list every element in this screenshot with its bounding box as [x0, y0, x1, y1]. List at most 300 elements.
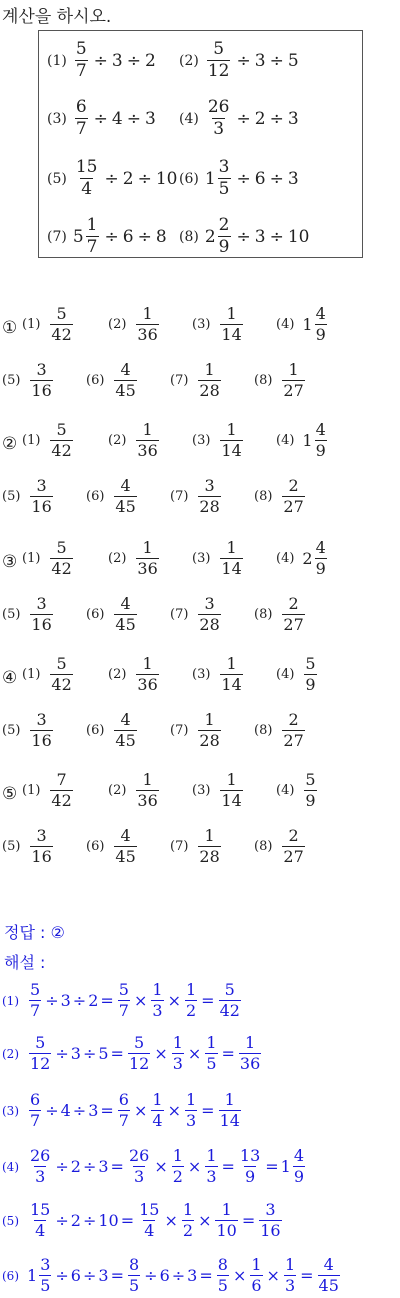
numerator: 5 — [75, 39, 87, 59]
operator: ÷ — [236, 108, 251, 129]
fraction — [172, 1148, 184, 1185]
fraction — [75, 41, 88, 80]
numerator: 4 — [120, 710, 131, 729]
item-number: (4) — [276, 551, 295, 566]
choice-item — [22, 306, 75, 343]
numerator: 5 — [30, 980, 41, 999]
operator: ÷ — [82, 1157, 97, 1176]
fraction — [185, 1092, 197, 1129]
numerator: 1 — [288, 360, 299, 379]
fraction — [151, 1092, 163, 1129]
choice-item — [108, 422, 161, 459]
choice-mark: ① — [2, 318, 18, 338]
fraction — [304, 772, 316, 809]
operator: ÷ — [55, 1266, 69, 1285]
denominator: 28 — [199, 847, 220, 866]
numerator: 1 — [226, 654, 237, 673]
denominator: 9 — [305, 791, 316, 810]
denominator: 28 — [199, 731, 220, 750]
fraction — [239, 1148, 261, 1185]
whole-number: 3 — [60, 991, 71, 1010]
solution-line — [2, 1092, 243, 1129]
item-number: (3) — [192, 317, 211, 332]
operator: × — [167, 991, 181, 1010]
choice-item — [108, 772, 161, 809]
item-number: (7) — [170, 839, 189, 854]
fraction — [259, 1202, 281, 1239]
numerator: 2 — [288, 826, 299, 845]
operator: ÷ — [236, 168, 251, 189]
operator: ÷ — [269, 226, 284, 247]
item-number: (2) — [108, 317, 127, 332]
operator: ÷ — [55, 1044, 69, 1063]
whole-number: 1 — [204, 168, 216, 189]
fraction — [218, 217, 231, 256]
whole-number: 3 — [111, 50, 123, 71]
denominator: 6 — [251, 1276, 262, 1295]
choice-item — [192, 422, 245, 459]
fraction — [220, 422, 242, 459]
numerator: 5 — [118, 980, 129, 999]
whole-number: 4 — [60, 1101, 71, 1120]
operator: × — [187, 1157, 202, 1176]
solution-number: (1) — [2, 993, 19, 1008]
item-number: (3) — [192, 667, 211, 682]
choice-item — [254, 712, 307, 749]
choice-item — [86, 828, 139, 865]
problem-8 — [179, 217, 309, 256]
numerator: 1 — [172, 1033, 183, 1052]
operator: ÷ — [72, 1101, 87, 1120]
choice-item — [86, 362, 139, 399]
fraction — [30, 828, 52, 865]
fraction — [198, 478, 220, 515]
denominator: 5 — [40, 1276, 51, 1295]
operator: = — [201, 991, 215, 1010]
item-number: (2) — [108, 667, 127, 682]
fraction — [172, 1035, 184, 1072]
denominator: 42 — [51, 675, 72, 694]
choice-mark: ⑤ — [2, 784, 18, 804]
choice-item — [192, 656, 245, 693]
numerator: 2 — [288, 594, 299, 613]
denominator: 14 — [219, 1111, 240, 1130]
fraction — [284, 1257, 296, 1294]
denominator: 14 — [221, 791, 242, 810]
choice-item — [192, 540, 245, 577]
choice-mark: ③ — [2, 552, 18, 572]
item-number: (7) — [170, 373, 189, 388]
operator: = — [300, 1266, 314, 1285]
fraction — [198, 712, 220, 749]
numerator: 4 — [120, 826, 131, 845]
fraction — [205, 1035, 217, 1072]
item-number: (8) — [254, 839, 273, 854]
problem-number: (1) — [47, 52, 67, 69]
operator: × — [232, 1266, 247, 1285]
numerator: 1 — [142, 420, 153, 439]
whole-number: 3 — [98, 1266, 109, 1285]
choice-item — [170, 712, 223, 749]
numerator: 5 — [305, 654, 316, 673]
denominator: 9 — [293, 1167, 305, 1186]
denominator: 14 — [221, 441, 242, 460]
whole-number: 5 — [72, 226, 84, 247]
fraction — [128, 1257, 140, 1294]
operator: ÷ — [45, 1101, 59, 1120]
choice-item — [276, 540, 329, 577]
choice-item — [170, 362, 223, 399]
operator: ÷ — [236, 50, 251, 71]
item-number: (5) — [2, 489, 21, 504]
operator: ÷ — [126, 50, 141, 71]
denominator: 7 — [75, 119, 87, 139]
whole-number: 6 — [254, 168, 266, 189]
item-number: (3) — [192, 551, 211, 566]
denominator: 4 — [144, 1221, 155, 1240]
item-number: (1) — [22, 667, 41, 682]
item-number: (2) — [108, 783, 127, 798]
whole-number: 6 — [159, 1266, 170, 1285]
denominator: 3 — [152, 1001, 163, 1020]
operator: = — [221, 1044, 235, 1063]
item-number: (8) — [254, 489, 273, 504]
operator: = — [100, 991, 114, 1010]
numerator: 3 — [36, 710, 47, 729]
fraction — [30, 712, 52, 749]
item-number: (4) — [276, 783, 295, 798]
denominator: 28 — [199, 381, 220, 400]
choice-item — [108, 656, 161, 693]
fraction — [136, 772, 158, 809]
numerator: 1 — [172, 1146, 183, 1165]
fraction — [219, 1092, 241, 1129]
solution-number: (4) — [2, 1159, 19, 1174]
operator: ÷ — [82, 1211, 97, 1230]
fraction — [185, 982, 197, 1019]
numerator: 5 — [213, 39, 225, 59]
fraction — [151, 982, 163, 1019]
numerator: 1 — [185, 980, 197, 999]
whole-number: 5 — [98, 1044, 109, 1063]
denominator: 45 — [115, 615, 136, 634]
fraction — [118, 1092, 130, 1129]
choice-item — [276, 306, 329, 343]
denominator: 27 — [283, 381, 304, 400]
denominator: 45 — [115, 847, 136, 866]
whole-number: 3 — [254, 226, 266, 247]
fraction — [136, 306, 158, 343]
fraction — [207, 99, 231, 138]
choice-item — [276, 422, 329, 459]
fraction — [114, 828, 136, 865]
denominator: 45 — [115, 497, 136, 516]
whole-number: 3 — [88, 1101, 99, 1120]
whole-number: 5 — [287, 50, 299, 71]
numerator: 3 — [36, 594, 47, 613]
operator: = — [110, 1266, 124, 1285]
denominator: 16 — [31, 847, 52, 866]
fraction — [205, 1148, 217, 1185]
numerator: 1 — [224, 1090, 235, 1109]
whole-number: 4 — [111, 108, 123, 129]
fraction — [282, 596, 304, 633]
denominator: 42 — [51, 441, 72, 460]
fraction — [315, 422, 327, 459]
denominator: 27 — [283, 847, 304, 866]
operator: × — [187, 1044, 202, 1063]
whole-number: 2 — [302, 549, 313, 568]
operator: ÷ — [269, 50, 284, 71]
operator: ÷ — [82, 1044, 97, 1063]
operator: = — [199, 1266, 213, 1285]
numerator: 1 — [244, 1033, 256, 1052]
operator: ÷ — [55, 1157, 69, 1176]
numerator: 1 — [226, 304, 237, 323]
problem-number: (3) — [47, 110, 67, 127]
denominator: 5 — [217, 1276, 228, 1295]
choice-item — [86, 712, 139, 749]
problem-3 — [47, 99, 156, 138]
fraction — [114, 712, 136, 749]
solution-line — [2, 1148, 307, 1185]
fraction — [29, 1202, 51, 1239]
problem-2 — [179, 41, 299, 80]
numerator: 4 — [120, 476, 131, 495]
fraction — [215, 1202, 237, 1239]
numerator: 5 — [56, 420, 67, 439]
fraction — [30, 362, 52, 399]
item-number: (6) — [86, 839, 105, 854]
operator: × — [164, 1211, 178, 1230]
whole-number: 3 — [287, 108, 299, 129]
fraction — [304, 656, 316, 693]
fraction — [136, 540, 158, 577]
denominator: 12 — [207, 61, 230, 81]
operator: ÷ — [269, 108, 284, 129]
fraction — [128, 1035, 150, 1072]
explanation-label: 해설 : — [4, 953, 46, 972]
problem-number: (8) — [179, 228, 199, 245]
fraction — [114, 478, 136, 515]
numerator: 5 — [56, 304, 67, 323]
item-number: (8) — [254, 607, 273, 622]
denominator: 16 — [31, 615, 52, 634]
numerator: 1 — [204, 710, 215, 729]
fraction — [136, 656, 158, 693]
fraction — [50, 772, 72, 809]
operator: ÷ — [104, 168, 119, 189]
numerator: 4 — [120, 360, 131, 379]
fraction — [182, 1202, 194, 1239]
numerator: 1 — [204, 826, 215, 845]
choice-item — [254, 828, 307, 865]
item-number: (4) — [276, 317, 295, 332]
numerator: 1 — [152, 980, 163, 999]
choice-item — [2, 828, 55, 865]
numerator: 2 — [288, 476, 299, 495]
denominator: 9 — [315, 559, 326, 578]
choice-item — [276, 772, 319, 809]
denominator: 36 — [137, 559, 158, 578]
fraction — [86, 217, 99, 256]
operator: × — [154, 1157, 168, 1176]
operator: = — [265, 1157, 279, 1176]
numerator: 8 — [128, 1255, 140, 1274]
item-number: (2) — [108, 551, 127, 566]
problem-number: (4) — [179, 110, 199, 127]
numerator: 2 — [218, 215, 230, 235]
operator: ÷ — [126, 108, 141, 129]
fraction — [220, 306, 242, 343]
fraction — [239, 1035, 261, 1072]
fraction — [198, 596, 220, 633]
problem-number: (2) — [179, 52, 199, 69]
denominator: 36 — [239, 1054, 261, 1073]
numerator: 4 — [315, 304, 326, 323]
denominator: 3 — [213, 119, 225, 139]
numerator: 1 — [182, 1200, 194, 1219]
numerator: 15 — [30, 1200, 51, 1219]
solution-number: (5) — [2, 1213, 19, 1228]
numerator: 1 — [206, 1033, 217, 1052]
numerator: 1 — [185, 1090, 197, 1109]
correct-answer: 정답 : ② — [4, 923, 65, 942]
fraction — [218, 159, 231, 198]
fraction — [50, 306, 72, 343]
operator: ÷ — [55, 1211, 69, 1230]
denominator: 42 — [51, 559, 72, 578]
fraction — [114, 362, 136, 399]
denominator: 16 — [31, 381, 52, 400]
denominator: 7 — [75, 61, 87, 81]
numerator: 5 — [56, 654, 67, 673]
fraction — [128, 1148, 150, 1185]
operator: × — [154, 1044, 168, 1063]
fraction — [282, 478, 304, 515]
numerator: 1 — [221, 1200, 232, 1219]
denominator: 4 — [152, 1111, 163, 1130]
choice-item — [254, 362, 307, 399]
fraction — [315, 540, 327, 577]
numerator: 2 — [288, 710, 299, 729]
numerator: 4 — [293, 1146, 305, 1165]
item-number: (1) — [22, 317, 41, 332]
denominator: 36 — [137, 791, 158, 810]
item-number: (4) — [276, 433, 295, 448]
operator: ÷ — [45, 991, 59, 1010]
problem-box — [38, 30, 363, 258]
operator: ÷ — [72, 991, 87, 1010]
denominator: 16 — [260, 1221, 281, 1240]
denominator: 27 — [283, 497, 304, 516]
choice-item — [2, 596, 55, 633]
numerator: 4 — [315, 538, 326, 557]
choice-item — [276, 656, 319, 693]
denominator: 7 — [86, 237, 98, 257]
item-number: (4) — [276, 667, 295, 682]
problem-5 — [47, 159, 177, 198]
operator: ÷ — [104, 226, 119, 247]
whole-number: 3 — [98, 1157, 109, 1176]
operator: ÷ — [82, 1266, 97, 1285]
choice-item — [254, 478, 307, 515]
whole-number: 3 — [254, 50, 266, 71]
denominator: 45 — [115, 381, 136, 400]
whole-number: 8 — [155, 226, 167, 247]
denominator: 7 — [30, 1111, 41, 1130]
denominator: 10 — [216, 1221, 237, 1240]
numerator: 5 — [305, 770, 316, 789]
problem-4 — [179, 99, 299, 138]
item-number: (7) — [170, 723, 189, 738]
operator: = — [110, 1044, 124, 1063]
fraction — [318, 1257, 340, 1294]
item-number: (6) — [86, 489, 105, 504]
denominator: 7 — [118, 1001, 129, 1020]
whole-number: 1 — [302, 431, 313, 450]
numerator: 3 — [36, 476, 47, 495]
numerator: 1 — [226, 420, 237, 439]
fraction — [282, 828, 304, 865]
choice-item — [192, 772, 245, 809]
numerator: 13 — [239, 1146, 261, 1165]
denominator: 3 — [172, 1054, 183, 1073]
fraction — [220, 540, 242, 577]
operator: × — [167, 1101, 181, 1120]
fraction — [29, 1148, 51, 1185]
choice-item — [108, 540, 161, 577]
operator: = — [241, 1211, 256, 1230]
fraction — [250, 1257, 262, 1294]
denominator: 12 — [128, 1054, 150, 1073]
numerator: 3 — [204, 594, 215, 613]
numerator: 5 — [56, 538, 67, 557]
item-number: (7) — [170, 489, 189, 504]
numerator: 1 — [142, 654, 153, 673]
item-number: (5) — [2, 607, 21, 622]
whole-number: 1 — [280, 1157, 291, 1176]
denominator: 45 — [115, 731, 136, 750]
item-number: (5) — [2, 839, 21, 854]
numerator: 1 — [142, 538, 153, 557]
whole-number: 2 — [204, 226, 216, 247]
numerator: 5 — [35, 1033, 46, 1052]
denominator: 14 — [221, 325, 242, 344]
choice-item — [2, 712, 55, 749]
whole-number: 3 — [187, 1266, 198, 1285]
denominator: 14 — [221, 675, 242, 694]
item-number: (3) — [192, 433, 211, 448]
problem-number: (7) — [47, 228, 67, 245]
operator: × — [133, 1101, 148, 1120]
numerator: 1 — [226, 538, 237, 557]
denominator: 4 — [35, 1221, 46, 1240]
operator: ÷ — [171, 1266, 186, 1285]
operator: ÷ — [144, 1266, 158, 1285]
fraction — [315, 306, 327, 343]
fraction — [29, 1035, 51, 1072]
denominator: 28 — [199, 615, 220, 634]
whole-number: 2 — [88, 991, 99, 1010]
choice-item — [86, 478, 139, 515]
numerator: 1 — [251, 1255, 262, 1274]
choice-mark: ② — [2, 434, 18, 454]
whole-number: 10 — [287, 226, 310, 247]
solution-line — [2, 982, 243, 1019]
instruction-title: 계산을 하시오. — [2, 7, 112, 27]
numerator: 4 — [315, 420, 326, 439]
